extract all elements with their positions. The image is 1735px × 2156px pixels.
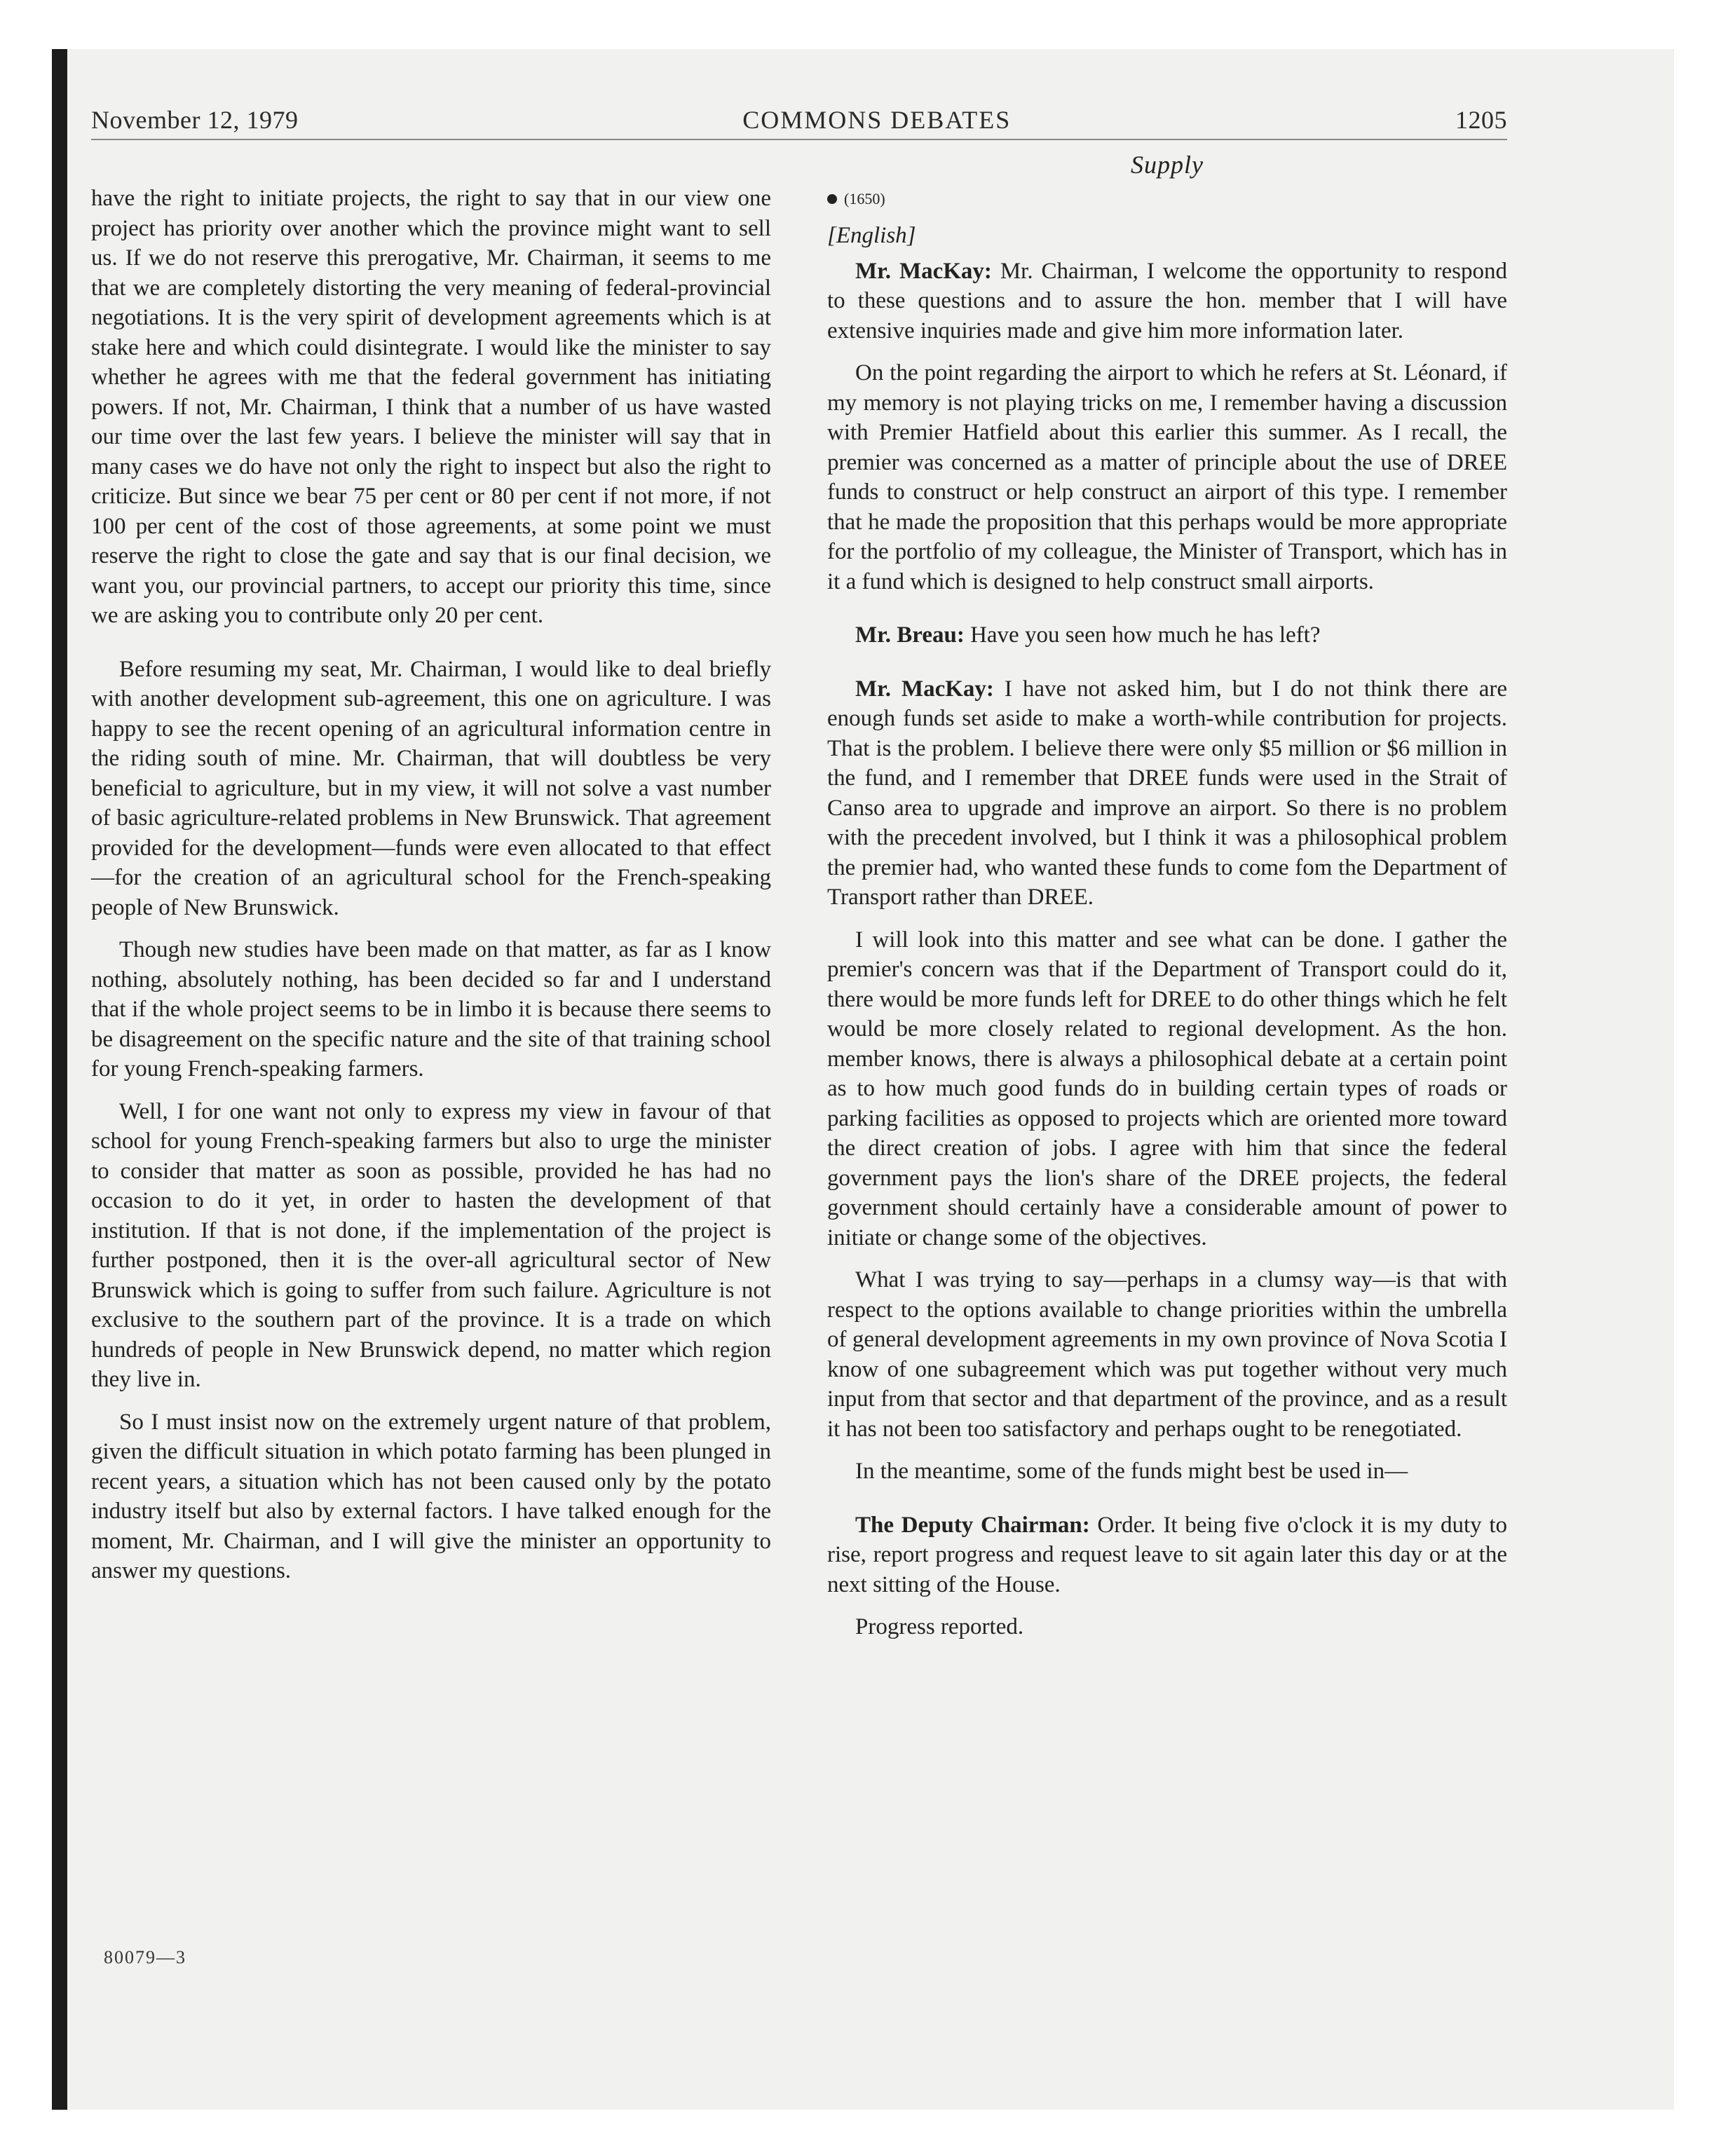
right-column xyxy=(827,151,1508,1655)
speech xyxy=(827,1510,1507,1600)
paragraph: Though new studies have been made on that matter, as far as I know nothing, absolutely nothing, has been decided so far and I understand that if the whole project seems to be in limbo it is because there seems to be disagreement on the specific nature and the site of that training school for young French-speaking farmers. xyxy=(91,937,771,1082)
paragraph: Before resuming my seat, Mr. Chairman, I would like to deal briefly with another development sub-agreement, this one on agriculture. I was happy to see the recent opening of an agricultural information centre in the riding south of mine. Mr. Chairman, that will doubtless be very beneficial to agriculture, but in my view, it will not solve a vast number of basic agriculture-related problems in New Brunswick. That agreement provided for the development—funds were even allocated to that effect—for the creation of an agricultural school for the French-speaking people of New Brunswick. xyxy=(91,656,771,920)
scan-binding-edge xyxy=(52,49,67,2110)
footer-code: 80079—3 xyxy=(104,1947,186,1967)
speech xyxy=(827,674,1507,913)
speech-text: Order. It being five o'clock it is my duty to rise, report progress and request leave to sit again later this day or at the next sitting of the House. xyxy=(827,1512,1507,1597)
paragraph: What I was trying to say—perhaps in a clumsy way—is that with respect to the options available to change priorities within the umbrella of general development agreements in my own province of Nova Scotia I know of one subagreement which was put together without very much input from that sector and that department of the province, and as a result it has not been too satisfactory and perhaps ought to be renegotiated. xyxy=(827,1267,1507,1442)
speech xyxy=(827,257,1507,346)
paragraph: Progress reported. xyxy=(855,1614,1024,1639)
paragraph: I will look into this matter and see what can be done. I gather the premier's concern was that if the Department of Transport could do it, there would be more funds left for DREE to do other things which he felt would be more closely related to regional development. As the hon. member knows, there is always a philosophical debate at a certain point as to how much good funds do in building certain types of roads or parking facilities as opposed to projects which are oriented more toward the direct creation of jobs. I agree with him that since the federal government pays the lion's share of the DREE projects, the federal government should certainly have a considerable amount of power to initiate or change some of the objectives. xyxy=(827,927,1507,1250)
paragraph: On the point regarding the airport to which he refers at St. Léonard, if my memory is not playing tricks on me, I remember having a discussion with Premier Hatfield about this earlier this summer. As I recall, the premier was concerned as a matter of principle about the use of DREE funds to construct or help construct an airport of this type. I remember that he made the proposition that this perhaps would be more appropriate for the portfolio of my colleague, the Minister of Transport, which has in it a fund which is designed to help construct small airports. xyxy=(827,360,1507,594)
speaker-name: Mr. MacKay: xyxy=(855,676,994,702)
speech-text: Mr. Chairman, I welcome the opportunity to respond to these questions and to assure the hon. member that I will have extensive inquiries made and give him more information later. xyxy=(827,258,1508,343)
page-content xyxy=(91,105,1507,1655)
header-title: COMMONS DEBATES xyxy=(742,106,1012,134)
speech xyxy=(827,620,1507,650)
running-header xyxy=(91,105,1507,140)
paragraph: have the right to initiate projects, the right to say that in our view one project has priority over another which the province might want to sell us. If we do not reserve this prerogative, Mr. Chairman, it seems to me that we are completely distorting the very meaning of federal-provincial negotiations. It is the very spirit of development agreements which is at stake here and which could disintegrate. I would like the minister to say whether he agrees with me that the federal government has initiating powers. If not, Mr. Chairman, I think that a number of us have wasted our time over the last few years. I believe the minister will say that in many cases we do have not only the right to inspect but also the right to criticize. But since we bear 75 per cent or 80 per cent if not more, if not 100 per cent of the cost of those agreements, at some point we must reserve the right to close the gate and say that is our final decision, we want you, our provincial partners, to accept our priority this time, since we are asking you to contribute only 20 per cent. xyxy=(91,186,771,628)
section-heading: Supply xyxy=(1131,151,1204,179)
header-page-number: 1205 xyxy=(1455,106,1507,134)
left-column xyxy=(91,160,771,1655)
speech-text: I have not asked him, but I do not think there are enough funds set aside to make a worth-while contribution for projects. That is the problem. I believe there were only $5 million or $6 million in the fund, and I remember that DREE funds were used in the Strait of Canso area to upgrade and improve an airport. So there is no problem with the precedent involved, but I think it was a philosophical problem the premier had, who wanted these funds to come fom the Department of Transport rather than DREE. xyxy=(827,676,1508,910)
timestamp xyxy=(827,184,1507,214)
language-marker: [English] xyxy=(827,223,916,248)
timestamp-text: (1650) xyxy=(844,189,885,207)
speech-text: Have you seen how much he has left? xyxy=(964,622,1321,648)
header-date: November 12, 1979 xyxy=(91,106,299,134)
paragraph: In the meantime, some of the funds might best be used in— xyxy=(855,1459,1408,1484)
speaker-name: Mr. Breau: xyxy=(855,622,965,648)
speaker-name: The Deputy Chairman: xyxy=(855,1512,1090,1538)
bullet-icon xyxy=(827,194,837,204)
two-column-body xyxy=(91,151,1508,1655)
speaker-name: Mr. MacKay: xyxy=(855,258,992,284)
paragraph: So I must insist now on the extremely urgent nature of that problem, given the difficult situation in which potato farming has been plunged in recent years, a situation which has not been caused only by the potato industry itself but also by external factors. I have talked enough for the moment, Mr. Chairman, and I will give the minister an opportunity to answer my questions. xyxy=(91,1409,771,1583)
paragraph: Well, I for one want not only to express my view in favour of that school for young French-speaking farmers but also to urge the minister to consider that matter as soon as possible, provided he has had no occasion to do it yet, in order to hasten the development of that institution. If that is not done, if the implementation of the project is further postponed, then it is the over-all agricultural sector of New Brunswick which is going to suffer from such failure. Agriculture is not exclusive to the southern part of the province. It is a trade on which hundreds of people in New Brunswick depend, no matter which region they live in. xyxy=(91,1098,771,1392)
